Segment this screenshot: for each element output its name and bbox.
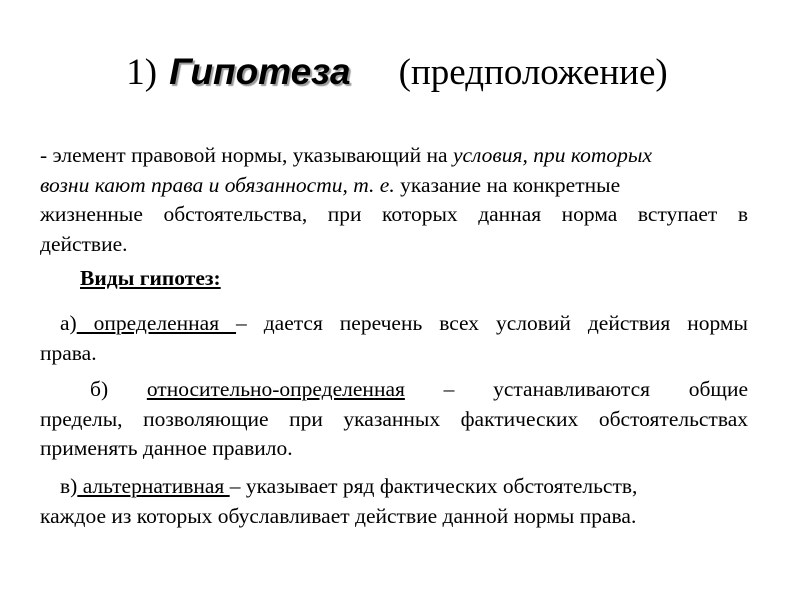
definition-text: - элемент правовой нормы, указывающий на xyxy=(40,143,453,167)
item-a-marker: а) xyxy=(60,311,77,335)
definition-line-2 xyxy=(40,171,748,201)
item-b-line-2: пределы, позволяющие при указанных фактических обстоятельствах xyxy=(40,406,748,431)
definition-rights: возни кают права и обязанности, т. е. xyxy=(40,172,395,197)
item-c-term: альтернативная xyxy=(77,474,230,498)
item-b-term: относительно-определенная xyxy=(146,377,405,401)
item-c-text: – указывает ряд фактических обстоятельств, xyxy=(229,474,638,498)
definition-paragraph xyxy=(40,141,748,259)
item-b-text: – устанавливаются общие xyxy=(404,377,749,401)
definition-line-4: действие. xyxy=(40,231,128,256)
definition-conditions: условия, при которых xyxy=(452,143,652,167)
item-c-line-2: каждое из которых обуславливает действие данной нормы права. xyxy=(40,503,637,528)
item-b-line-3: применять данное правило. xyxy=(40,436,293,460)
title-parenthetical: (предположение) xyxy=(398,52,668,93)
definition-line-1 xyxy=(40,141,748,171)
item-a-line-2: права. xyxy=(40,340,97,365)
item-c-marker: в) xyxy=(60,474,78,498)
definition-text-2: указание на конкретные xyxy=(394,172,621,197)
types-heading-text: Виды гипотез: xyxy=(80,266,221,290)
item-b xyxy=(40,375,748,464)
item-a-line-1 xyxy=(40,309,748,339)
item-a xyxy=(40,309,748,368)
types-heading xyxy=(80,264,480,294)
title-term: Гипотеза xyxy=(169,51,351,92)
item-a-text: – дается перечень всех условий действия нормы xyxy=(236,311,748,335)
slide-title xyxy=(0,50,794,95)
item-b-line-1 xyxy=(40,375,748,405)
item-c xyxy=(40,472,748,531)
definition-line-3: жизненные обстоятельства, при которых данная норма вступает в xyxy=(40,202,748,226)
item-b-marker: б) xyxy=(90,377,109,401)
item-c-line-1 xyxy=(40,472,748,502)
item-a-term: определенная xyxy=(76,311,237,335)
title-number: 1) xyxy=(126,52,158,93)
